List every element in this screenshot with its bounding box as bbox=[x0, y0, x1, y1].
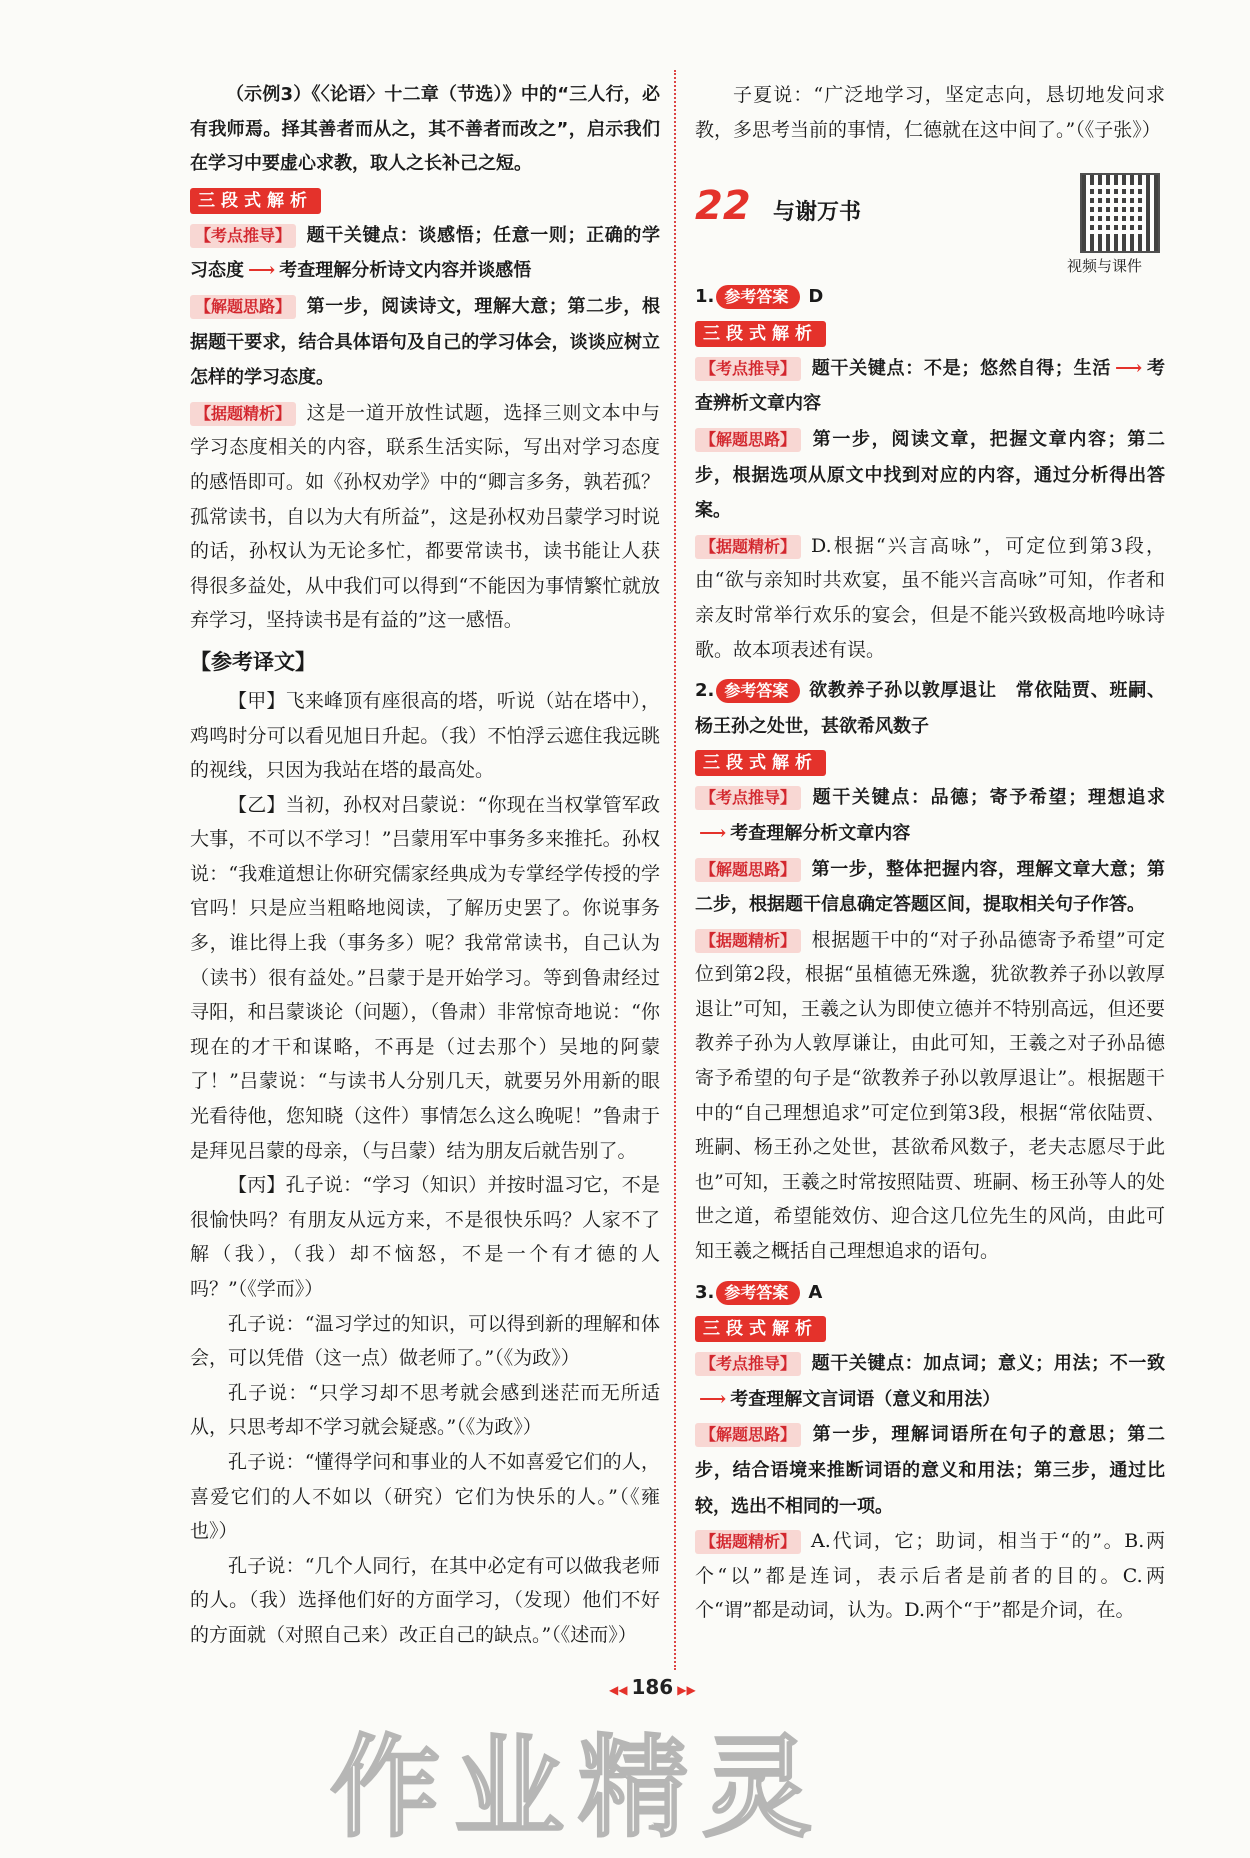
q2-answer-line bbox=[695, 673, 1165, 744]
sanduan-badge: 三段式解析 bbox=[190, 188, 321, 214]
translation-yi: 【乙】当初，孙权对吕蒙说：“你现在当权掌管军政大事，不可以不学习！”吕蒙用军中事务多来推托。孙权说：“我难道想让你研究儒家经典成为专掌经学传授的学官吗！只是应当粗略地阅读，了解历史罢了。你说事务多，谁比得上我（事务多）呢？我常常读书，自己认为（读书）很有益处。”吕蒙于是开始学习。等到鲁肃经过寻阳，和吕蒙谈论（问题），（鲁肃）非常惊奇地说：“你现在的才干和谋略，不再是（过去那个）吴地的阿蒙了！”吕蒙说：“与读书人分别几天，就要另外用新的眼光看待他，您知晓（这件）事情怎么这么晚呢！”鲁肃于是拜见吕蒙的母亲，（与吕蒙）结为朋友后就告别了。 bbox=[190, 793, 660, 1162]
q2-kaodian-text: 题干关键点：品德；寄予希望；理想追求 bbox=[811, 787, 1165, 809]
triangle-right-icon: ▶▶ bbox=[677, 1683, 696, 1697]
juti-tag: 【据题精析】 bbox=[695, 535, 801, 559]
translation-jia: 【甲】飞来峰顶有座很高的塔，听说（站在塔中），鸡鸣时分可以看见旭日升起。（我）不怕浮云遮住我远眺的视线，只因为我站在塔的最高处。 bbox=[190, 689, 660, 782]
reference-translation-title: 【参考译文】 bbox=[190, 649, 316, 674]
q2-juti-text: 根据题干中的“对子孙品德寄予希望”可定位到第2段，根据“虽植德无殊邈，犹欲教养子孙以敦厚退让”可知，王羲之认为即使立德并不特别高远，但还要教养子孙为人敦厚谦让，由此可知，王羲之对子孙品德寄予希望的句子是“欲教养子孙以敦厚退让”。根据题干中的“自己理想追求”可定位到第3段，根据“常依陆贾、班嗣、杨王孙之处世，甚欲希风数子，老夫志愿尽于此也”可知，王羲之时常按照陆贾、班嗣、杨王孙等人的处世之道，希望能效仿、迎合这几位先生的风尚，由此可知王羲之概括自己理想追求的语句。 bbox=[695, 928, 1165, 1263]
zixia-quote: 子夏说：“广泛地学习，坚定志向，恳切地发问求教，多思考当前的事情，仁德就在这中间了。”（《子张》） bbox=[695, 84, 1165, 141]
q3-jieti bbox=[695, 1417, 1165, 1524]
right-column bbox=[695, 78, 1165, 1628]
q3-kaodian-text: 题干关键点：加点词；意义；用法；不一致 bbox=[811, 1353, 1165, 1375]
q1-jieti bbox=[695, 422, 1165, 529]
sanduan-badge: 三段式解析 bbox=[695, 1316, 826, 1342]
jieti-tag: 【解题思路】 bbox=[695, 858, 801, 882]
q3-kaodian-result: 考查理解文言词语（意义和用法） bbox=[730, 1388, 1001, 1410]
q3-jieti-text: 第一步，理解词语所在句子的意思；第二步，结合语境来推断词语的意义和用法；第三步，通过比较，选出不相同的一项。 bbox=[695, 1424, 1165, 1517]
juti-tag: 【据题精析】 bbox=[695, 929, 801, 953]
kaodian-tag: 【考点推导】 bbox=[695, 1352, 801, 1376]
confucius-quote-4: 孔子说：“几个人同行，在其中必定有可以做我老师的人。（我）选择他们好的方面学习，（发现）他们不好的方面就（对照自己来）改正自己的缺点。”（《述而》） bbox=[190, 1554, 660, 1646]
jieti-paragraph bbox=[190, 289, 660, 396]
sanduan-badge: 三段式解析 bbox=[695, 750, 826, 776]
q2-kaodian bbox=[695, 780, 1165, 851]
q2-jieti-text: 第一步，整体把握内容，理解文章大意；第二步，根据题干信息确定答题区间，提取相关句子作答。 bbox=[695, 858, 1165, 916]
column-divider bbox=[674, 70, 676, 1670]
kaodian-paragraph bbox=[190, 218, 660, 289]
juti-tag: 【据题精析】 bbox=[190, 402, 296, 426]
kaodian-text: 题干关键点：谈感悟；任意一则；正确的学习态度 bbox=[190, 224, 660, 282]
jieti-tag: 【解题思路】 bbox=[695, 428, 801, 452]
q1-answer: D bbox=[808, 286, 824, 308]
example-3-text: （示例3）《〈论语〉十二章（节选）》中的“三人行，必有我师焉。择其善者而从之，其不善者而改之”，启示我们在学习中要虚心求教，取人之长补己之短。 bbox=[190, 84, 660, 175]
jieti-tag: 【解题思路】 bbox=[190, 295, 296, 319]
sanduan-badge: 三段式解析 bbox=[695, 321, 826, 347]
jieti-tag: 【解题思路】 bbox=[695, 1423, 801, 1447]
lesson-title: 与谢万书 bbox=[773, 200, 862, 226]
kaodian-tag: 【考点推导】 bbox=[190, 224, 296, 248]
confucius-quote-3: 孔子说：“懂得学问和事业的人不如喜爱它们的人，喜爱它们的人不如以（研究）它们为快乐的人。”（《雍也》） bbox=[190, 1450, 660, 1543]
juti-text: 这是一道开放性试题，选择三则文本中与学习态度相关的内容，联系生活实际，写出对学习态度的感悟即可。如《孙权劝学》中的“卿言多务，孰若孤？孤常读书，自以为大有所益”，这是孙权劝吕蒙学习时说的话，孙权认为无论多忙，都要常读书，读书能让人获得很多益处，从中我们可以得到“不能因为事情繁忙就放弃学习，坚持读书是有益的”这一感悟。 bbox=[190, 401, 660, 632]
q2-jieti bbox=[695, 852, 1165, 923]
q3-kaodian bbox=[695, 1346, 1165, 1417]
kaodian-result: 考查理解分析诗文内容并谈感悟 bbox=[279, 260, 532, 282]
translation-bing: 【丙】孔子说：“学习（知识）并按时温习它，不是很愉快吗？有朋友从远方来，不是很快乐吗？人家不了解（我），（我）却不恼怒，不是一个有才德的人吗？”（《学而》） bbox=[190, 1174, 660, 1300]
kaodian-tag: 【考点推导】 bbox=[695, 786, 801, 810]
juti-tag: 【据题精析】 bbox=[695, 1530, 801, 1554]
qr-label: 视频与课件 bbox=[1067, 257, 1143, 276]
q1-kaodian-text: 题干关键点：不是；悠然自得；生活 bbox=[811, 357, 1112, 379]
q1-kaodian bbox=[695, 351, 1165, 422]
lesson-number: 22 bbox=[695, 183, 751, 230]
answer-pill: 参考答案 bbox=[716, 679, 800, 703]
triangle-left-icon: ◀◀ bbox=[609, 1683, 628, 1697]
answer-pill: 参考答案 bbox=[716, 1281, 800, 1305]
q3-number: 3. bbox=[695, 1281, 715, 1303]
q3-juti bbox=[695, 1524, 1165, 1628]
page-number-text: 186 bbox=[631, 1675, 674, 1699]
confucius-quote-1: 孔子说：“温习学过的知识，可以得到新的理解和体会，可以凭借（这一点）做老师了。”（《为政》） bbox=[190, 1312, 660, 1370]
left-column bbox=[190, 78, 660, 1653]
lesson-header bbox=[695, 173, 1165, 276]
q1-juti bbox=[695, 529, 1165, 667]
arrow-icon: ⟶ bbox=[699, 1387, 727, 1410]
juti-paragraph bbox=[190, 396, 660, 638]
confucius-quote-2: 孔子说：“只学习却不思考就会感到迷茫而无所适从，只思考却不学习就会疑惑。”（《为政》） bbox=[190, 1381, 660, 1439]
kaodian-tag: 【考点推导】 bbox=[695, 357, 801, 381]
q3-juti-text: A.代词，它；助词，相当于“的”。B.两个“以”都是连词，表示后者是前者的目的。C.两个“谓”都是动词，认为。D.两个“于”都是介词，在。 bbox=[695, 1530, 1165, 1622]
q1-number: 1. bbox=[695, 286, 715, 308]
arrow-icon: ⟶ bbox=[699, 821, 727, 844]
answer-pill: 参考答案 bbox=[716, 285, 800, 309]
q3-answer-line bbox=[695, 1275, 1165, 1311]
jieti-text: 第一步，阅读诗文，理解大意；第二步，根据题干要求，结合具体语句及自己的学习体会，谈谈应树立怎样的学习态度。 bbox=[190, 295, 660, 389]
arrow-icon: ⟶ bbox=[248, 259, 276, 282]
qr-code-icon[interactable] bbox=[1080, 173, 1160, 253]
q1-juti-text: D.根据“兴言高咏”，可定位到第3段，由“欲与亲知时共欢宴，虽不能兴言高咏”可知，作者和亲友时常举行欢乐的宴会，但是不能兴致极高地吟咏诗歌。故本项表述有误。 bbox=[695, 534, 1165, 661]
q2-kaodian-result: 考查理解分析文章内容 bbox=[730, 822, 911, 844]
q3-answer: A bbox=[808, 1281, 823, 1303]
q2-juti bbox=[695, 923, 1165, 1269]
page-number bbox=[605, 1675, 700, 1699]
q1-kaodian-result: 考查辨析文章内容 bbox=[695, 357, 1166, 415]
q1-jieti-text: 第一步，阅读文章，把握文章内容；第二步，根据选项从原文中找到对应的内容，通过分析得出答案。 bbox=[695, 428, 1165, 522]
q2-answer: 欲教养子孙以敦厚退让 常依陆贾、班嗣、杨王孙之处世，甚欲希风数子 bbox=[695, 680, 1165, 737]
q1-answer-line bbox=[695, 279, 1165, 315]
arrow-icon: ⟶ bbox=[1115, 356, 1143, 379]
watermark: 作业精灵 bbox=[330, 1724, 826, 1852]
q2-number: 2. bbox=[695, 680, 715, 702]
